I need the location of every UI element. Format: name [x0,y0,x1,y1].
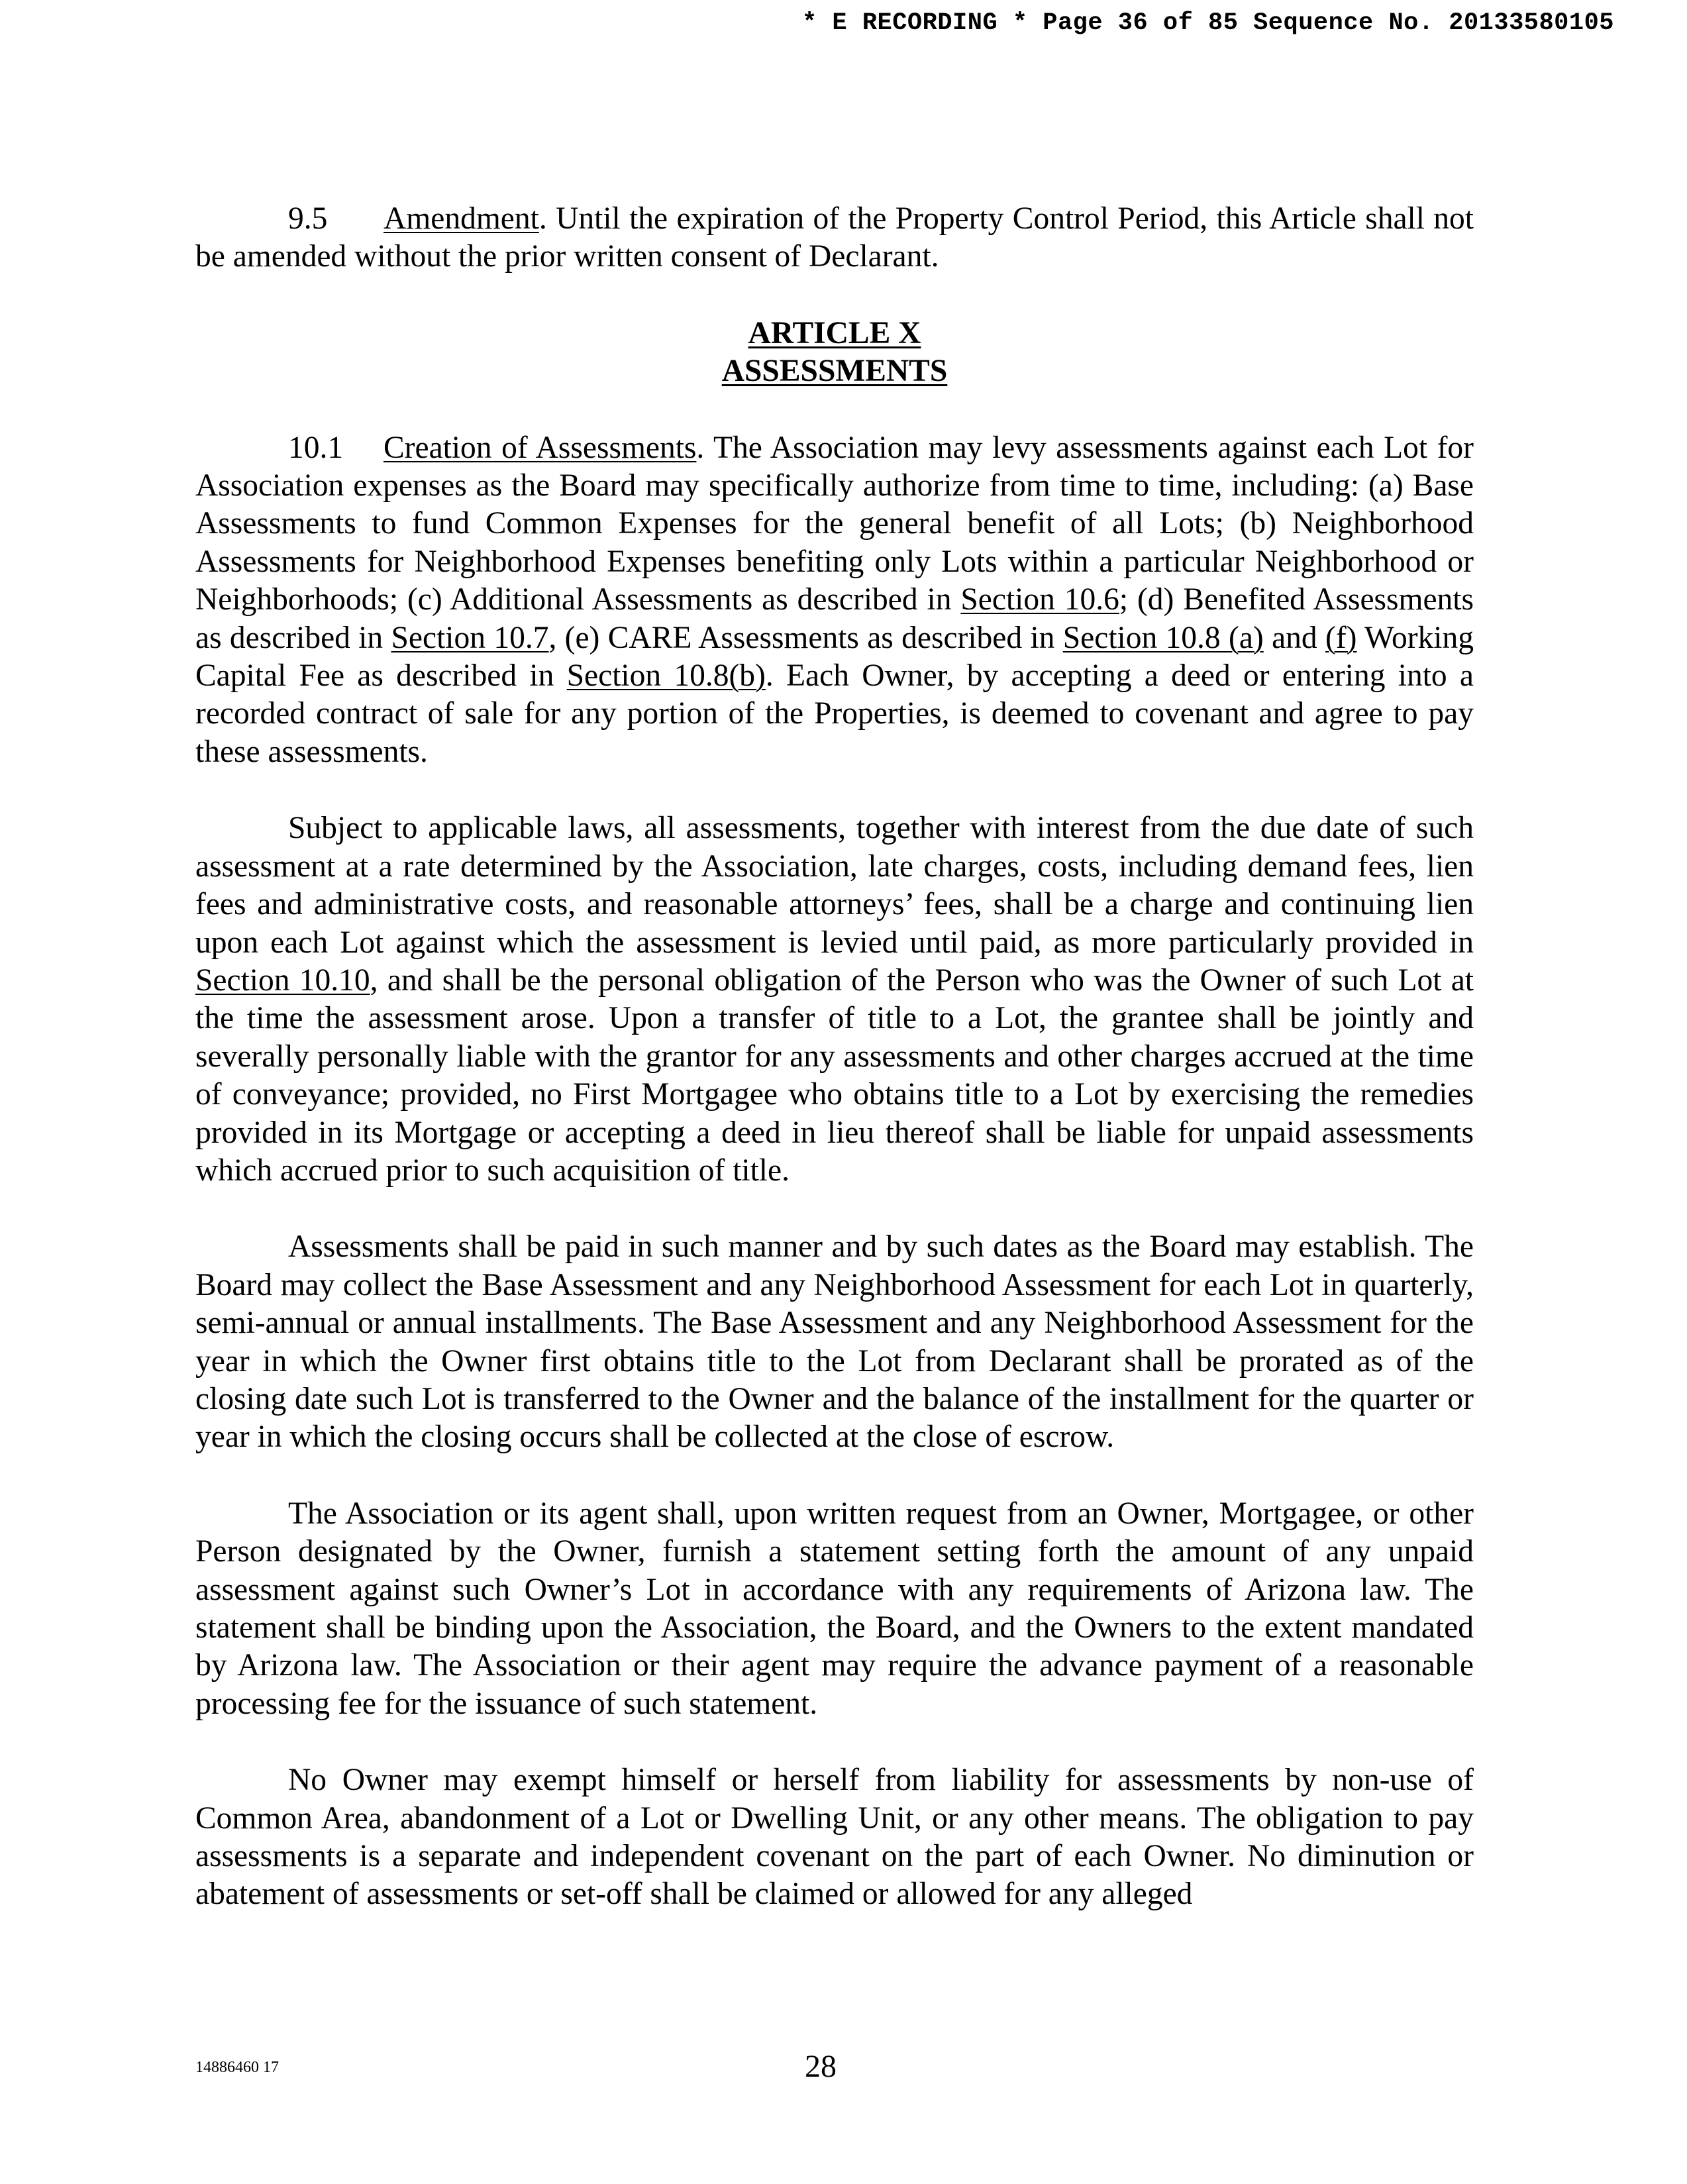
section-text: . Until the expiration of the Property Control Period, this Article shall not be amended without the prior written consent of Declarant. [195,201,1474,274]
section-title: Amendment [383,201,539,236]
cross-reference: Section 10.10 [195,962,370,998]
section-text: . The Association may levy assessments against each Lot for Association expenses as the Board may specifically authorize from time to time, including: (a) Base Assessments to fund Common Expenses for the general benefit of all Lots; (b) Neighborhood Assessments for Neighborhood Expenses benefiting only Lots within a particular Neighborhood or Neighborhoods; (c) Additional Assessments as described in [195,430,1474,617]
cross-reference: Section 10.7 [391,620,549,655]
recording-header: * E RECORDING * Page 36 of 85 Sequence No. 20133580105 [802,9,1614,37]
section-text: Working Capital Fee as described in [195,620,1474,694]
section-title: Creation of Assessments [383,430,697,465]
paragraph-payment: Assessments shall be paid in such manner and by such dates as the Board may establish. The Board may collect the Base Assessment and any Neighborhood Assessment for each Lot in quarterly, semi-annual or annual installments. The Base Assessment and any Neighborhood Assessment for the year in which the Owner first obtains title to the Lot from Declarant shall be prorated as of the closing date such Lot is transferred to the Owner and the balance of the installment for the quarter or year in which the closing occurs shall be collected at the close of escrow. [195,1229,1474,1455]
cross-reference: Section 10.8(b) [566,658,766,694]
section-10-1 [195,429,1474,772]
paragraph-lien [195,809,1474,1190]
document-body [195,200,1474,1914]
section-text: , (e) CARE Assessments as described in [548,620,1063,655]
paragraph-statement: The Association or its agent shall, upon written request from an Owner, Mortgagee, or other Person designated by the Owner, furnish a statement setting forth the amount of any unpaid assessment against such Owner’s Lot in accordance with any requirements of Arizona law. The statement shall be binding upon the Association, the Board, and the Owners to the extent mandated by Arizona law. The Association or their agent may require the advance payment of a reasonable processing fee for the issuance of such statement. [195,1496,1474,1721]
section-9-5 [195,200,1474,276]
document-id: 14886460 17 [195,2059,279,2076]
cross-reference: (f) [1325,620,1357,655]
paragraph-exemption: No Owner may exempt himself or herself from liability for assessments by non-use of Common Area, abandonment of a Lot or Dwelling Unit, or any other means. The obligation to pay assessments is a separate and independent covenant on the part of each Owner. No diminution or abatement of assessments or set-off shall be claimed or allowed for any alleged [195,1763,1474,1912]
cross-reference: Section 10.8 (a) [1062,620,1264,655]
section-number: 9.5 [288,201,328,236]
article-number: ARTICLE X [748,315,921,350]
section-text: and [1263,620,1325,655]
section-text: ; (d) Benefited Assessments as described in [195,582,1474,655]
page-number: 28 [805,2049,837,2084]
section-number: 10.1 [288,430,344,465]
paragraph-text: , and shall be the personal obligation of the Person who was the Owner of such Lot at the time the assessment arose. Upon a transfer of title to a Lot, the grantee shall be jointly and severally personally liable with the grantor for any assessments and other charges accrued at the time of conveyance; provided, no First Mortgagee who obtains title to a Lot by exercising the remedies provided in its Mortgage or accepting a deed in lieu thereof shall be liable for unpaid assessments which accrued prior to such acquisition of title. [195,962,1474,1188]
section-text: . Each Owner, by accepting a deed or entering into a recorded contract of sale for any portion of the Properties, is deemed to covenant and agree to pay these assessments. [195,658,1474,769]
cross-reference: Section 10.6 [960,582,1119,617]
paragraph-text: Subject to applicable laws, all assessments, together with interest from the due date of such assessment at a rate determined by the Association, late charges, costs, including demand fees, lien fees and administrative costs, and reasonable attorneys’ fees, shall be a charge and continuing lien upon each Lot against which the assessment is levied until paid, as more particularly provided in [195,811,1474,960]
article-heading [195,315,1474,391]
article-title: ASSESSMENTS [721,354,948,389]
